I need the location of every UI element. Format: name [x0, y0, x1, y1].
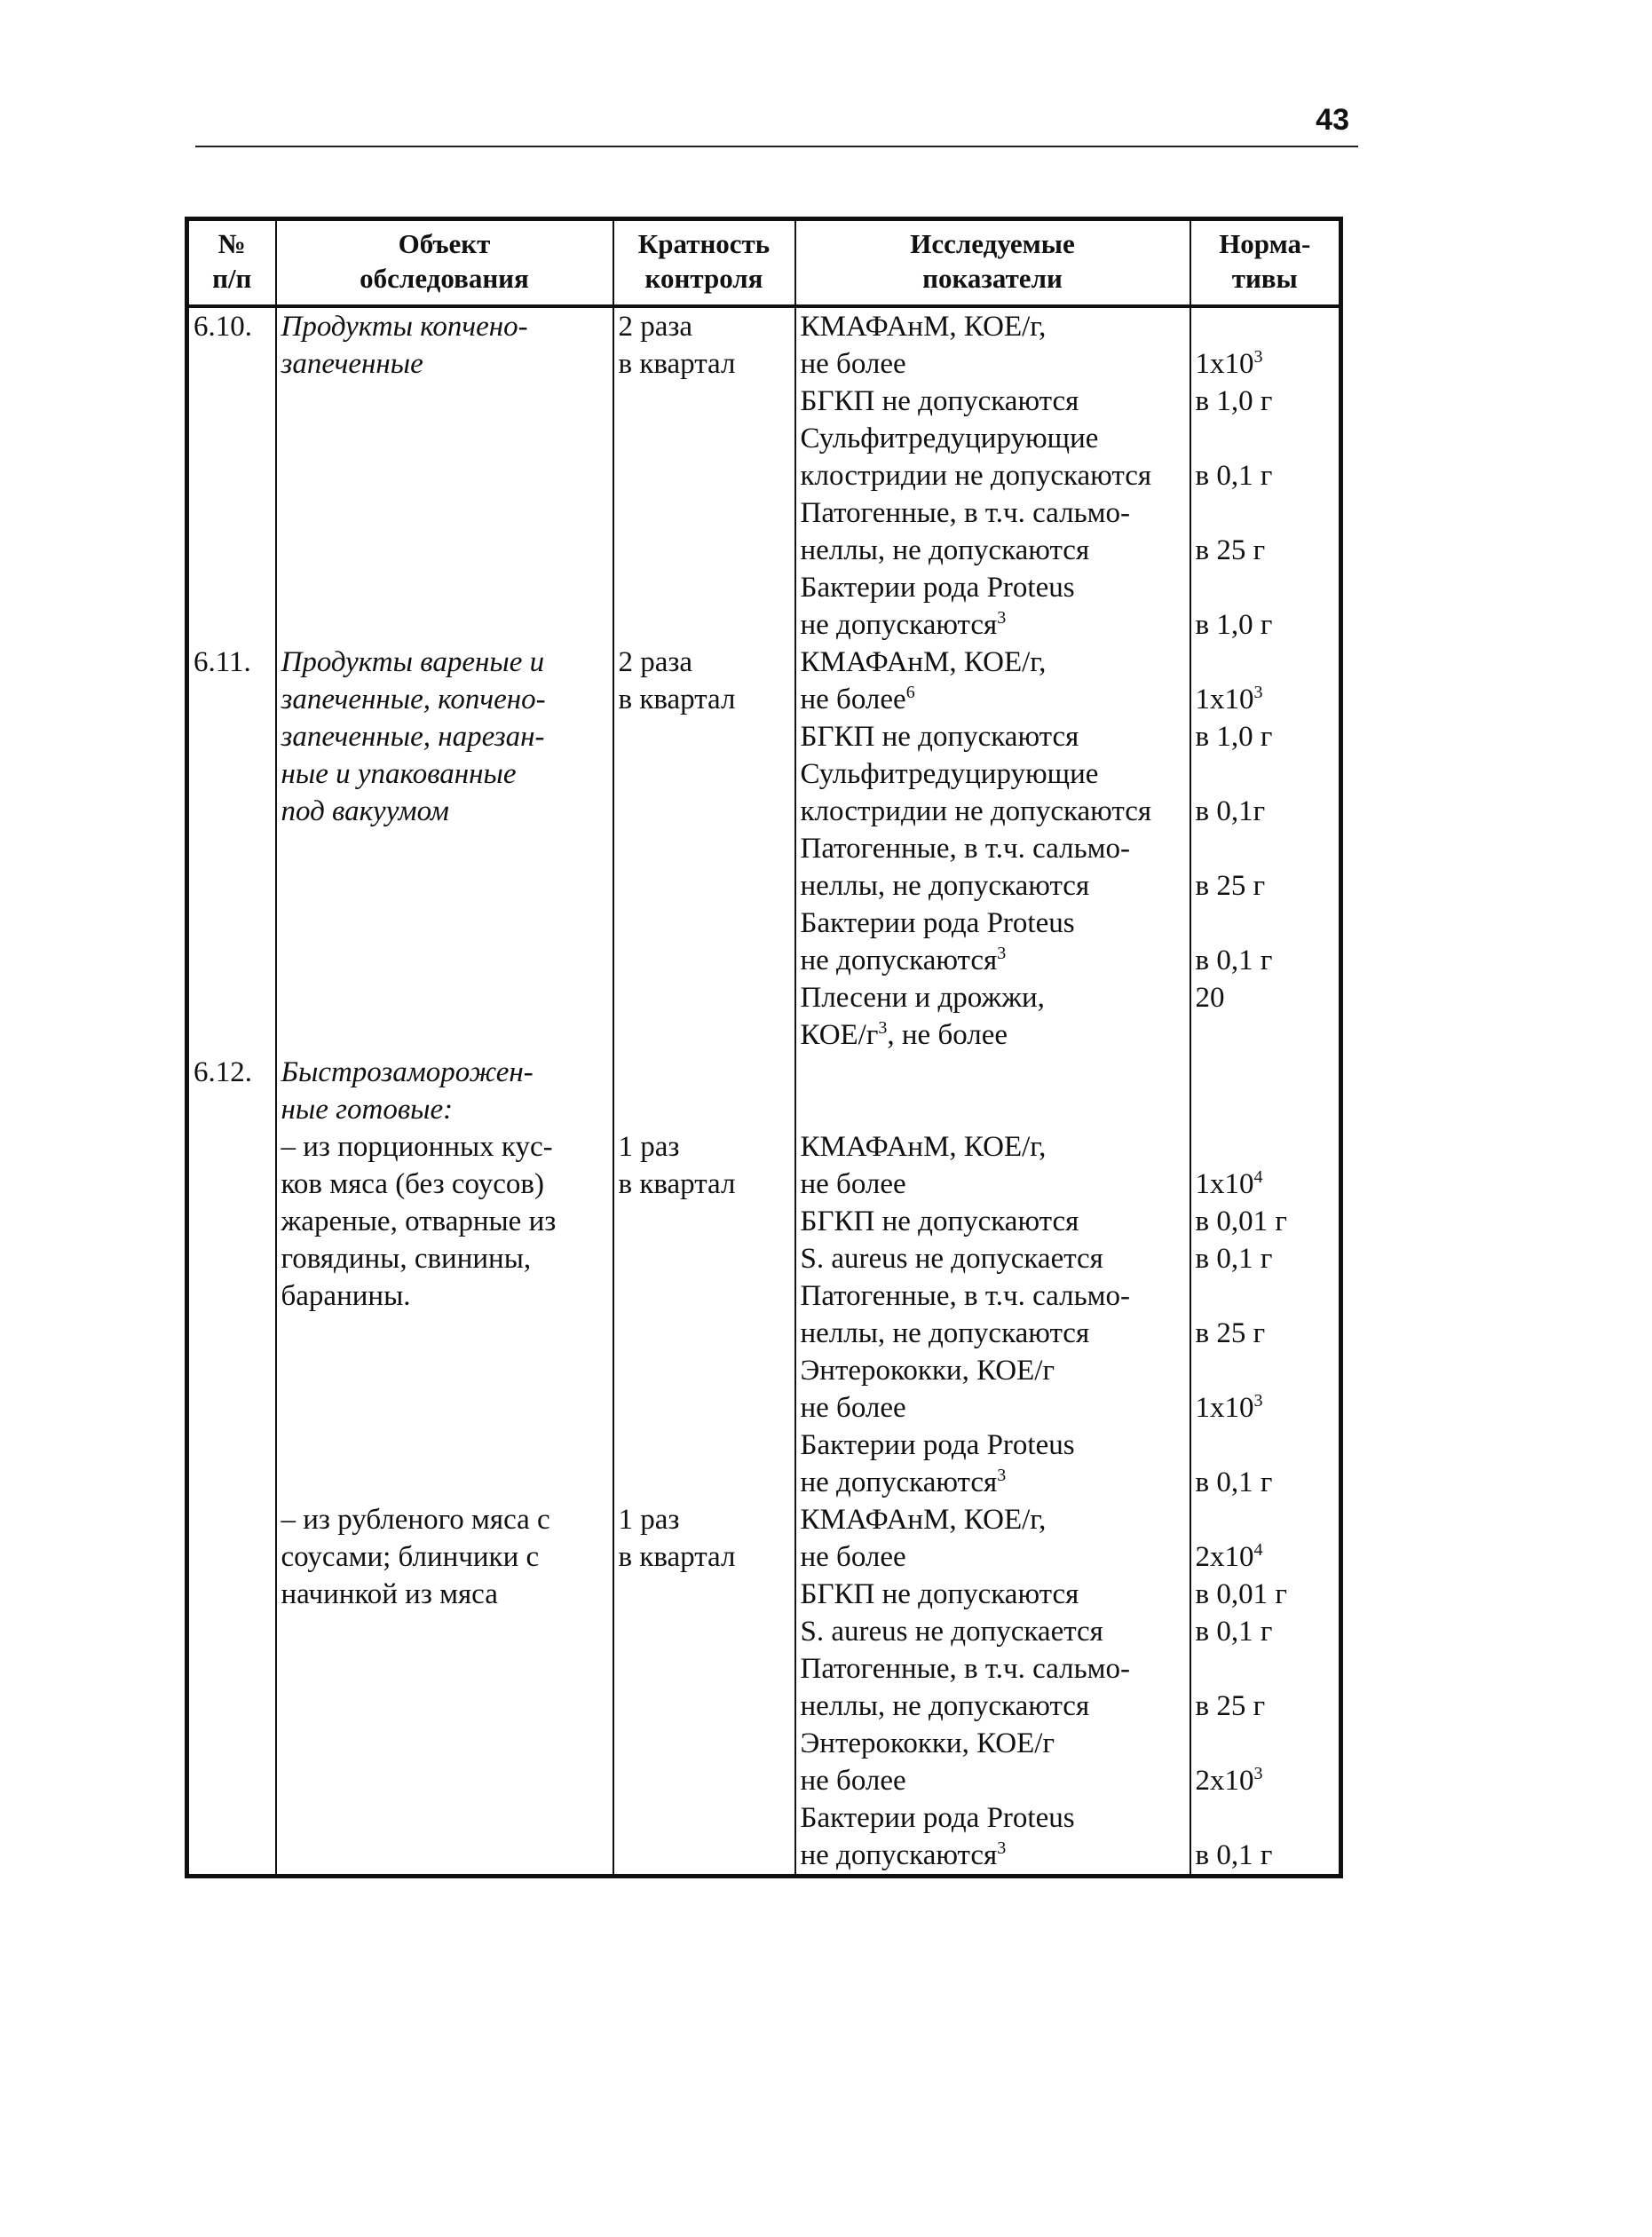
table-row — [187, 1128, 1341, 1501]
frequency-cell: 1 раз в квартал — [613, 1501, 795, 1877]
row-number: 6.11. — [187, 644, 276, 1054]
header-object: Объект обследования — [276, 219, 613, 307]
header-frequency: Кратность контроля — [613, 219, 795, 307]
page-number: 43 — [1316, 103, 1349, 137]
frequency-cell: 2 раза в квартал — [613, 306, 795, 644]
table-row — [187, 1054, 1341, 1128]
header-indicators: Исследуемые показатели — [795, 219, 1190, 307]
indicators-cell: КМАФАнМ, КОЕ/г, не более БГКП не допускаются S. aureus не допускается Патогенные, в т.ч. сальмо- неллы, не допускаются Энтерококки, КОЕ/г не более Бактерии рода Proteus не допускаются$^3$ — [795, 1501, 1190, 1877]
table-row — [187, 1501, 1341, 1877]
table-row — [187, 644, 1341, 1054]
norms-cell: $1х10^4$ в 0,01 г в 0,1 г в 25 г $1х10^3$ в 0,1 г — [1190, 1128, 1341, 1501]
header-num: № п/п — [187, 219, 276, 307]
indicators-cell: КМАФАнМ, КОЕ/г, не более БГКП не допускаются S. aureus не допускается Патогенные, в т.ч. сальмо- неллы, не допускаются Энтерококки, КОЕ/г не более Бактерии рода Proteus не допускаются$^3$ — [795, 1128, 1190, 1501]
frequency-cell: 2 раза в квартал — [613, 644, 795, 1054]
object-cell: Продукты вареные и запеченные, копчено- запеченные, нарезан- ные и упакованные под вакуумом — [276, 644, 613, 1054]
norms-cell: $1х10^3$ в 1,0 г в 0,1г в 25 г в 0,1 г 20 — [1190, 644, 1341, 1054]
object-cell: – из порционных кус- ков мяса (без соусов) жареные, отварные из говядины, свинины, баранины. — [276, 1128, 613, 1501]
row-number: 6.12. — [187, 1054, 276, 1128]
object-cell: Продукты копчено- запеченные — [276, 306, 613, 644]
header-rule — [195, 146, 1358, 147]
microbiology-norms-table — [185, 217, 1343, 1878]
norms-cell: $1х10^3$ в 1,0 г в 0,1 г в 25 г в 1,0 г — [1190, 306, 1341, 644]
indicators-cell: КМАФАнМ, КОЕ/г, не более$^6$ БГКП не допускаются Сульфитредуцирующие клостридии не допускаются Патогенные, в т.ч. сальмо- неллы, не допускаются Бактерии рода Proteus не допускаются$^3$ Плесени и дрожжи, КОЕ/$г^3$, не более — [795, 644, 1190, 1054]
table-row — [187, 306, 1341, 644]
object-cell: Быстрозаморожен- ные готовые: — [276, 1054, 613, 1128]
object-cell: – из рубленого мяса с соусами; блинчики с начинкой из мяса — [276, 1501, 613, 1877]
row-number: 6.10. — [187, 306, 276, 644]
header-norms: Норма- тивы — [1190, 219, 1341, 307]
table-header-row — [187, 219, 1341, 307]
norms-cell: $2х10^4$ в 0,01 г в 0,1 г в 25 г $2х10^3$ в 0,1 г — [1190, 1501, 1341, 1877]
indicators-cell: КМАФАнМ, КОЕ/г, не более БГКП не допускаются Сульфитредуцирующие клостридии не допускаются Патогенные, в т.ч. сальмо- неллы, не допускаются Бактерии рода Proteus не допускаются$^3$ — [795, 306, 1190, 644]
frequency-cell: 1 раз в квартал — [613, 1128, 795, 1501]
